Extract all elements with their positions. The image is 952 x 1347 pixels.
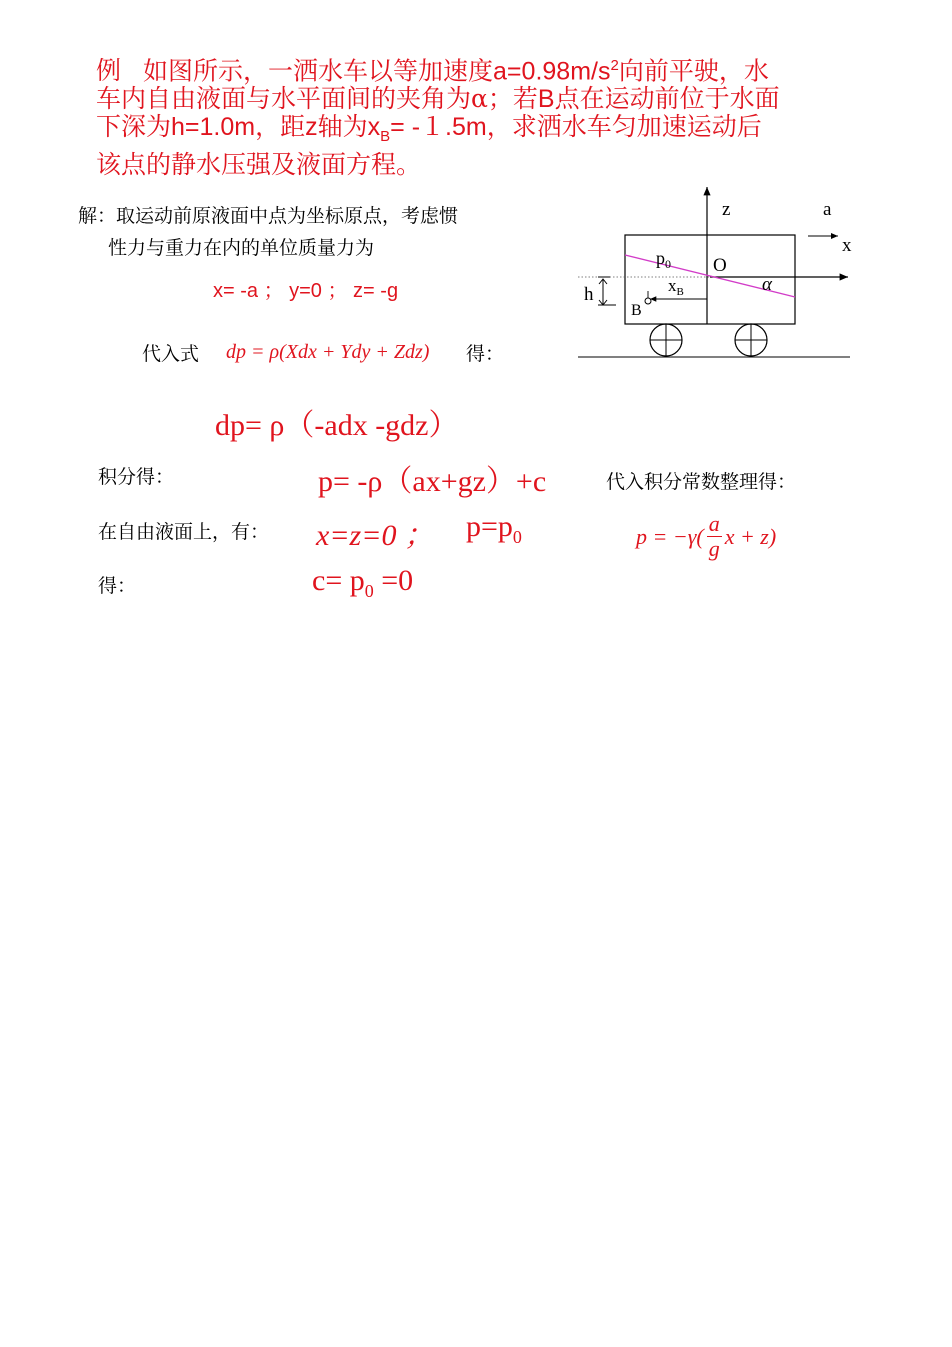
problem-line-3: 下深为h=1.0m，距z轴为$x_B= -1.5m$，求洒水车匀加速运动后 [96, 112, 762, 146]
constant-result: $c= p_0 =0$ [312, 564, 414, 601]
p0-label: $p_0$ [656, 248, 671, 271]
z-axis-label: z [722, 199, 731, 220]
substitute-label: 代入式 [142, 343, 200, 365]
integrate-label: 积分得： [98, 466, 175, 488]
problem-statement [96, 52, 856, 179]
x-axis-label: x [842, 235, 852, 256]
free-surface-condition: x=z=0 ； [316, 519, 434, 552]
constant-label: 代入积分常数整理得： [606, 471, 797, 493]
dp-equation: dp= ρ（-adx -gdz） [215, 409, 459, 442]
free-surface-pressure: $p=p_0$ [466, 510, 522, 547]
substitute-suffix: 得： [466, 343, 505, 365]
front-wheel [650, 324, 682, 356]
integral-equation: p= -ρ（ax+gz）+c [318, 465, 547, 498]
fraction-a-over-g: a g [708, 511, 720, 561]
mass-force-components: x= -a ； y=0 ； z= -g [213, 280, 399, 302]
free-surface-equation: p = −γ( a g x + z) [636, 511, 777, 561]
solution-intro-2: 性力与重力在内的单位质量力为 [108, 237, 375, 259]
problem-line-4: 该点的静水压强及液面方程。 [96, 150, 422, 180]
result-label: 得： [98, 575, 137, 597]
rear-wheel [735, 324, 767, 356]
xb-label: $x_B$ [668, 276, 684, 298]
origin-label: O [713, 255, 727, 276]
free-surface-label: 在自由液面上，有： [98, 521, 270, 543]
h-label: h [584, 284, 594, 305]
problem-line-2: 车内自由液面与水平面间的夹角为α；若B点在运动前位于水面 [96, 84, 780, 114]
problem-line-1: 例 如图所示，一洒水车以等加速度$a=0.98m/s^2$向前平驶，水 [96, 56, 769, 86]
pressure-differential-formula: dp = ρ(Xdx + Ydy + Zdz) [226, 341, 430, 363]
point-b-marker [645, 298, 651, 304]
acceleration-label: a [823, 199, 832, 220]
solution-intro-1: 解：取运动前原液面中点为坐标原点，考虑惯 [78, 205, 459, 227]
b-point-label: B [631, 302, 642, 319]
alpha-label: α [762, 274, 772, 295]
example-label: 例 [96, 56, 122, 86]
sprinkler-truck-diagram [570, 183, 860, 368]
